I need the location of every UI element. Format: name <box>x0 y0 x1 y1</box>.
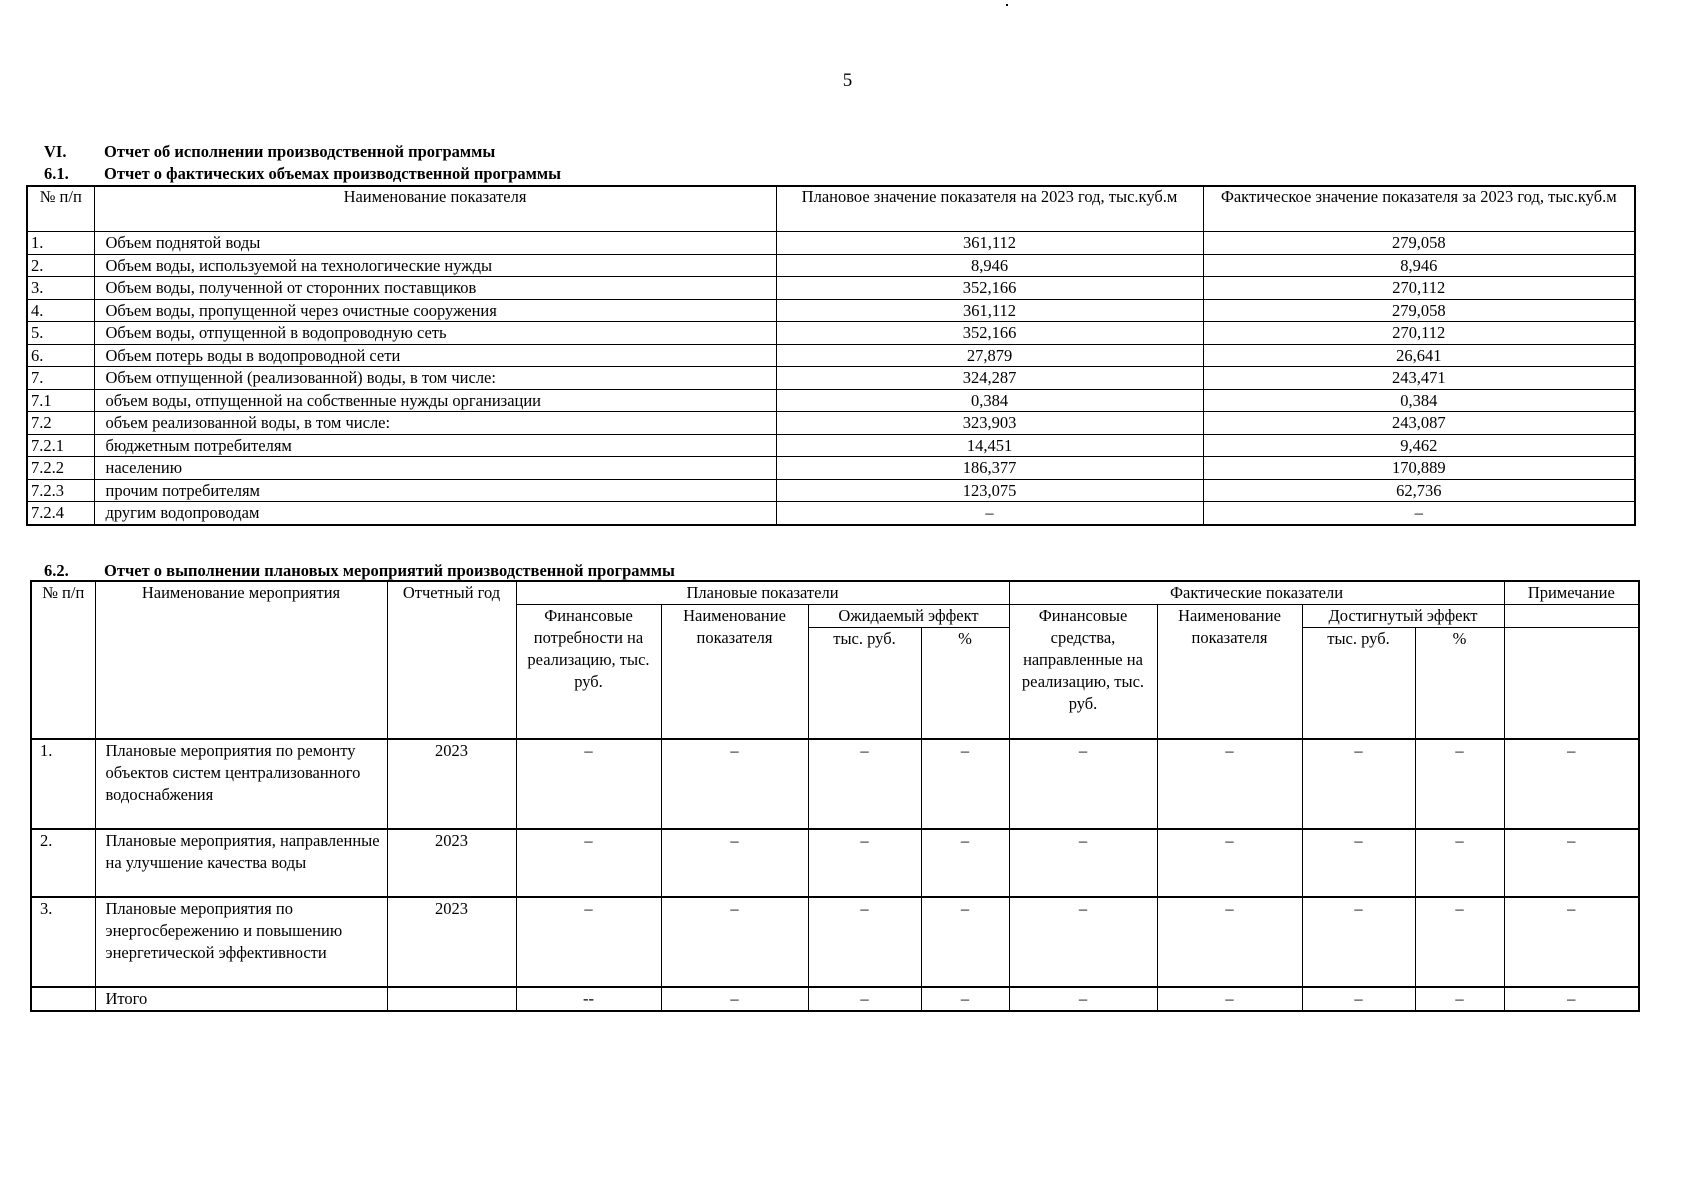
row-fact-rub: – <box>1302 897 1415 987</box>
header-num: № п/п <box>31 581 95 739</box>
total-fact-pct: – <box>1415 987 1504 1011</box>
row-fact-ind: – <box>1157 829 1302 897</box>
row-name: объем реализованной воды, в том числе: <box>94 412 776 435</box>
row-fact-ind: – <box>1157 897 1302 987</box>
row-year: 2023 <box>387 739 516 829</box>
section-vi-title: Отчет об исполнении производственной программы <box>104 142 496 161</box>
row-plan-rub: – <box>808 897 921 987</box>
table-header-row <box>27 186 1635 232</box>
row-fact-ind: – <box>1157 739 1302 829</box>
row-plan-value: 186,377 <box>776 457 1203 480</box>
section-61-title: Отчет о фактических объемах производственной программы <box>104 164 562 183</box>
table-row <box>27 232 1635 255</box>
header-note: Примечание <box>1504 581 1639 605</box>
header-plan-fin: Финансовые потребности на реализацию, тыс. руб. <box>516 605 661 740</box>
row-fact-rub: – <box>1302 739 1415 829</box>
stray-dot <box>1006 4 1008 6</box>
row-name: Объем воды, пропущенной через очистные сооружения <box>94 299 776 322</box>
header-fact: Фактическое значение показателя за 2023 год, тыс.куб.м <box>1203 186 1635 232</box>
row-plan-value: 27,879 <box>776 344 1203 367</box>
row-name: Объем воды, полученной от сторонних поставщиков <box>94 277 776 300</box>
row-fact-rub: – <box>1302 829 1415 897</box>
row-note: – <box>1504 897 1639 987</box>
row-note: – <box>1504 829 1639 897</box>
row-num: 7. <box>27 367 94 390</box>
header-name: Наименование показателя <box>94 186 776 232</box>
row-name: Объем воды, используемой на технологические нужды <box>94 254 776 277</box>
row-plan-value: 123,075 <box>776 479 1203 502</box>
table-row <box>31 739 1639 829</box>
row-num: 3. <box>31 897 95 987</box>
total-label: Итого <box>95 987 387 1011</box>
table-header-row <box>31 581 1639 605</box>
row-plan-value: – <box>776 502 1203 525</box>
row-num: 7.2 <box>27 412 94 435</box>
total-plan-fin: -- <box>516 987 661 1011</box>
row-plan-value: 361,112 <box>776 299 1203 322</box>
row-name: Объем поднятой воды <box>94 232 776 255</box>
row-name: Плановые мероприятия, направленные на улучшение качества воды <box>95 829 387 897</box>
row-fact-value: 279,058 <box>1203 232 1635 255</box>
table-row <box>27 254 1635 277</box>
row-name: Объем потерь воды в водопроводной сети <box>94 344 776 367</box>
row-fact-value: 243,087 <box>1203 412 1635 435</box>
table-row <box>27 479 1635 502</box>
row-fact-value: 62,736 <box>1203 479 1635 502</box>
row-plan-fin: – <box>516 739 661 829</box>
row-note: – <box>1504 739 1639 829</box>
header-plan-ind: Наименование показателя <box>661 605 808 740</box>
total-year <box>387 987 516 1011</box>
total-plan-rub: – <box>808 987 921 1011</box>
row-num: 1. <box>31 739 95 829</box>
production-volumes-table <box>26 185 1636 526</box>
row-plan-ind: – <box>661 829 808 897</box>
row-name: Плановые мероприятия по энергосбережению и повышению энергетической эффективности <box>95 897 387 987</box>
table-row <box>27 457 1635 480</box>
header-plan-group: Плановые показатели <box>516 581 1009 605</box>
section-61-number: 6.1. <box>44 164 69 183</box>
section-61-heading <box>44 164 561 183</box>
total-plan-ind: – <box>661 987 808 1011</box>
row-num: 7.2.4 <box>27 502 94 525</box>
row-plan-value: 352,166 <box>776 277 1203 300</box>
section-vi-number: VI. <box>44 142 67 161</box>
table-row <box>27 344 1635 367</box>
table-row <box>27 299 1635 322</box>
row-plan-value: 352,166 <box>776 322 1203 345</box>
total-fact-ind: – <box>1157 987 1302 1011</box>
total-plan-pct: – <box>921 987 1009 1011</box>
row-plan-value: 8,946 <box>776 254 1203 277</box>
row-plan-value: 14,451 <box>776 434 1203 457</box>
section-62-title: Отчет о выполнении плановых мероприятий производственной программы <box>104 561 675 580</box>
row-fact-value: 270,112 <box>1203 277 1635 300</box>
header-fact-fin: Финансовые средства, направленные на реализацию, тыс. руб. <box>1009 605 1157 740</box>
header-plan: Плановое значение показателя на 2023 год, тыс.куб.м <box>776 186 1203 232</box>
table-row <box>27 322 1635 345</box>
row-plan-fin: – <box>516 829 661 897</box>
row-num: 7.2.3 <box>27 479 94 502</box>
row-num: 2. <box>27 254 94 277</box>
row-plan-ind: – <box>661 739 808 829</box>
row-name: прочим потребителям <box>94 479 776 502</box>
table-row <box>27 367 1635 390</box>
table-row <box>31 829 1639 897</box>
row-year: 2023 <box>387 897 516 987</box>
row-fact-value: 26,641 <box>1203 344 1635 367</box>
total-note: – <box>1504 987 1639 1011</box>
row-plan-fin: – <box>516 897 661 987</box>
table-row <box>27 277 1635 300</box>
row-plan-value: 323,903 <box>776 412 1203 435</box>
header-plan-effect: Ожидаемый эффект <box>808 605 1009 628</box>
header-name: Наименование мероприятия <box>95 581 387 739</box>
page-number: 5 <box>842 70 853 91</box>
row-num: 4. <box>27 299 94 322</box>
row-name: Объем отпущенной (реализованной) воды, в том числе: <box>94 367 776 390</box>
row-name: населению <box>94 457 776 480</box>
row-plan-pct: – <box>921 739 1009 829</box>
row-plan-rub: – <box>808 829 921 897</box>
section-vi-heading <box>44 142 495 161</box>
row-num: 3. <box>27 277 94 300</box>
row-fact-pct: – <box>1415 897 1504 987</box>
header-fact-pct: % <box>1415 628 1504 740</box>
row-num: 1. <box>27 232 94 255</box>
table-row <box>31 897 1639 987</box>
row-plan-ind: – <box>661 897 808 987</box>
header-note-empty <box>1504 605 1639 628</box>
row-num: 2. <box>31 829 95 897</box>
header-note-empty <box>1504 628 1639 740</box>
row-num: 6. <box>27 344 94 367</box>
total-num <box>31 987 95 1011</box>
row-fact-fin: – <box>1009 739 1157 829</box>
row-name: другим водопроводам <box>94 502 776 525</box>
row-name: бюджетным потребителям <box>94 434 776 457</box>
row-fact-value: 243,471 <box>1203 367 1635 390</box>
section-62-number: 6.2. <box>44 561 69 580</box>
header-fact-group: Фактические показатели <box>1009 581 1504 605</box>
planned-measures-table <box>30 580 1640 1012</box>
row-plan-rub: – <box>808 739 921 829</box>
row-fact-value: 270,112 <box>1203 322 1635 345</box>
header-fact-ind: Наименование показателя <box>1157 605 1302 740</box>
table-row <box>27 502 1635 525</box>
row-fact-fin: – <box>1009 897 1157 987</box>
row-fact-value: 8,946 <box>1203 254 1635 277</box>
row-plan-pct: – <box>921 829 1009 897</box>
row-fact-pct: – <box>1415 739 1504 829</box>
table-row <box>27 412 1635 435</box>
table-row <box>27 434 1635 457</box>
header-plan-pct: % <box>921 628 1009 740</box>
row-name: Плановые мероприятия по ремонту объектов систем централизованного водоснабжения <box>95 739 387 829</box>
row-plan-value: 361,112 <box>776 232 1203 255</box>
header-fact-effect: Достигнутый эффект <box>1302 605 1504 628</box>
header-year: Отчетный год <box>387 581 516 739</box>
row-fact-value: 170,889 <box>1203 457 1635 480</box>
total-row <box>31 987 1639 1011</box>
row-name: объем воды, отпущенной на собственные нужды организации <box>94 389 776 412</box>
total-fact-fin: – <box>1009 987 1157 1011</box>
row-num: 5. <box>27 322 94 345</box>
header-num: № п/п <box>27 186 94 232</box>
header-fact-rub: тыс. руб. <box>1302 628 1415 740</box>
row-fact-value: – <box>1203 502 1635 525</box>
row-num: 7.2.1 <box>27 434 94 457</box>
row-fact-fin: – <box>1009 829 1157 897</box>
total-fact-rub: – <box>1302 987 1415 1011</box>
row-num: 7.1 <box>27 389 94 412</box>
row-fact-value: 279,058 <box>1203 299 1635 322</box>
row-plan-pct: – <box>921 897 1009 987</box>
row-plan-value: 0,384 <box>776 389 1203 412</box>
row-num: 7.2.2 <box>27 457 94 480</box>
row-year: 2023 <box>387 829 516 897</box>
section-62-heading <box>44 561 675 580</box>
table-row <box>27 389 1635 412</box>
header-plan-rub: тыс. руб. <box>808 628 921 740</box>
row-name: Объем воды, отпущенной в водопроводную сеть <box>94 322 776 345</box>
row-fact-value: 9,462 <box>1203 434 1635 457</box>
row-fact-pct: – <box>1415 829 1504 897</box>
row-plan-value: 324,287 <box>776 367 1203 390</box>
row-fact-value: 0,384 <box>1203 389 1635 412</box>
